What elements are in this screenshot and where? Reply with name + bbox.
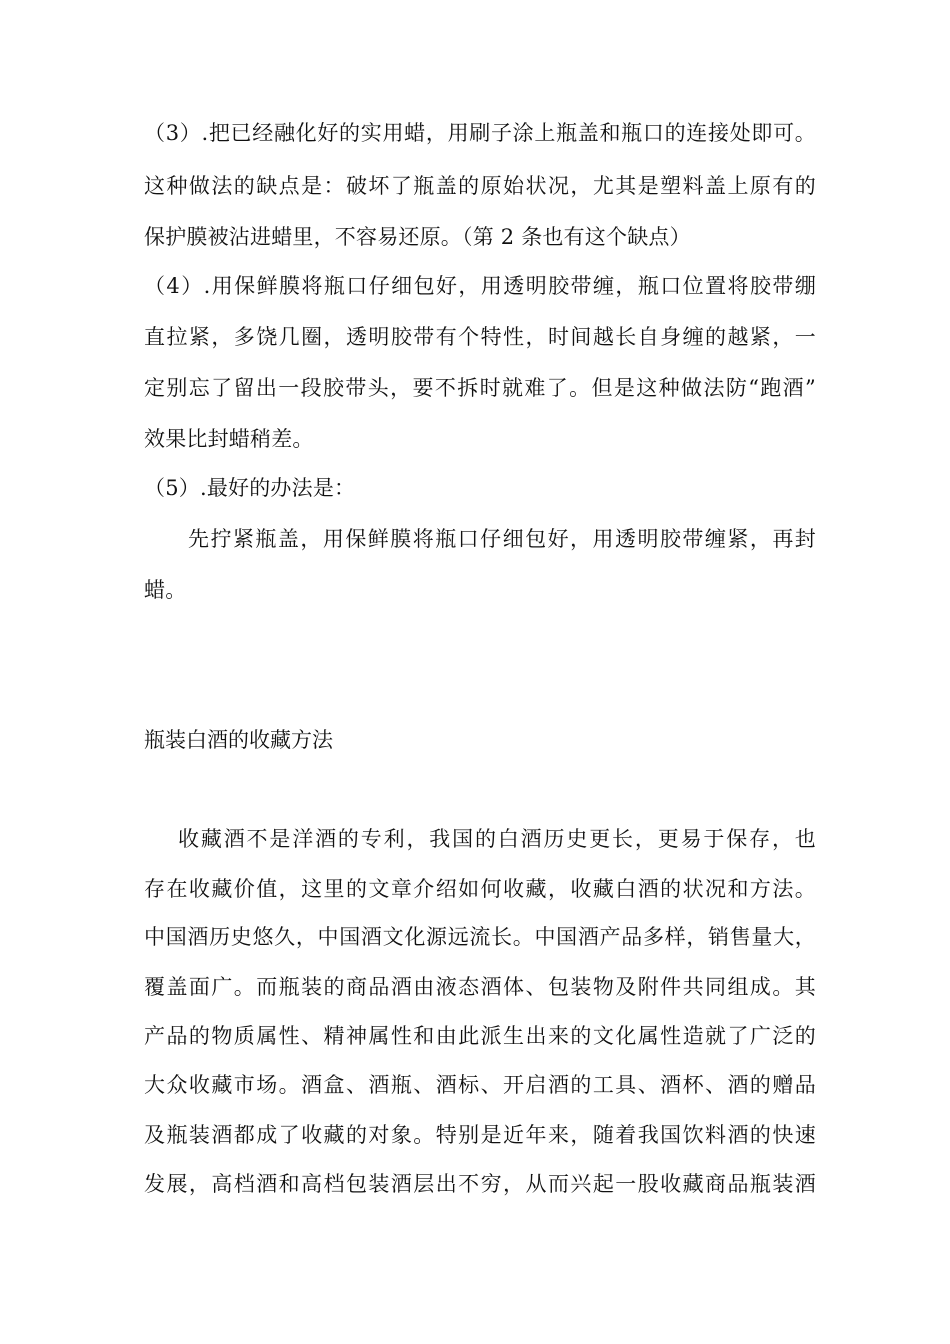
item4-line-1: （4）.用保鲜膜将瓶口仔细包好，用透明胶带缠，瓶口位置将胶带绷 xyxy=(144,274,816,298)
collection-line-3: 中国酒历史悠久，中国酒文化源远流长。中国酒产品多样，销售量大， xyxy=(144,925,816,949)
item4-line-3: 定别忘了留出一段胶带头，要不拆时就难了。但是这种做法防“跑酒” xyxy=(144,376,816,400)
collection-line-6: 大众收藏市场。酒盒、酒瓶、酒标、开启酒的工具、酒杯、酒的赠品 xyxy=(144,1073,816,1097)
collection-line-8: 发展，高档酒和高档包装酒层出不穷，从而兴起一股收藏商品瓶装酒 xyxy=(144,1172,816,1196)
best-method-line-1: 先拧紧瓶盖，用保鲜膜将瓶口仔细包好，用透明胶带缠紧，再封 xyxy=(188,527,816,551)
section-title: 瓶装白酒的收藏方法 xyxy=(144,728,333,752)
best-method-line-2: 蜡。 xyxy=(144,578,187,602)
collection-line-1: 收藏酒不是洋酒的专利，我国的白酒历史更长，更易于保存，也 xyxy=(178,827,816,851)
collection-line-7: 及瓶装酒都成了收藏的对象。特别是近年来，随着我国饮料酒的快速 xyxy=(144,1123,816,1147)
item3-line-3: 保护膜被沾进蜡里，不容易还原。（第 2 条也有这个缺点） xyxy=(144,225,691,249)
item5-line-1: （5）.最好的办法是： xyxy=(144,476,356,500)
collection-line-4: 覆盖面广。而瓶装的商品酒由液态酒体、包装物及附件共同组成。其 xyxy=(144,975,816,999)
item3-line-1: （3）.把已经融化好的实用蜡，用刷子涂上瓶盖和瓶口的连接处即可。 xyxy=(144,121,816,145)
collection-line-2: 存在收藏价值，这里的文章介绍如何收藏，收藏白酒的状况和方法。 xyxy=(144,877,816,901)
item4-line-4: 效果比封蜡稍差。 xyxy=(144,427,314,451)
item3-line-2: 这种做法的缺点是：破坏了瓶盖的原始状况，尤其是塑料盖上原有的 xyxy=(144,174,816,198)
collection-line-5: 产品的物质属性、精神属性和由此派生出来的文化属性造就了广泛的 xyxy=(144,1024,816,1048)
item4-line-2: 直拉紧，多饶几圈，透明胶带有个特性，时间越长自身缠的越紧，一 xyxy=(144,325,816,349)
